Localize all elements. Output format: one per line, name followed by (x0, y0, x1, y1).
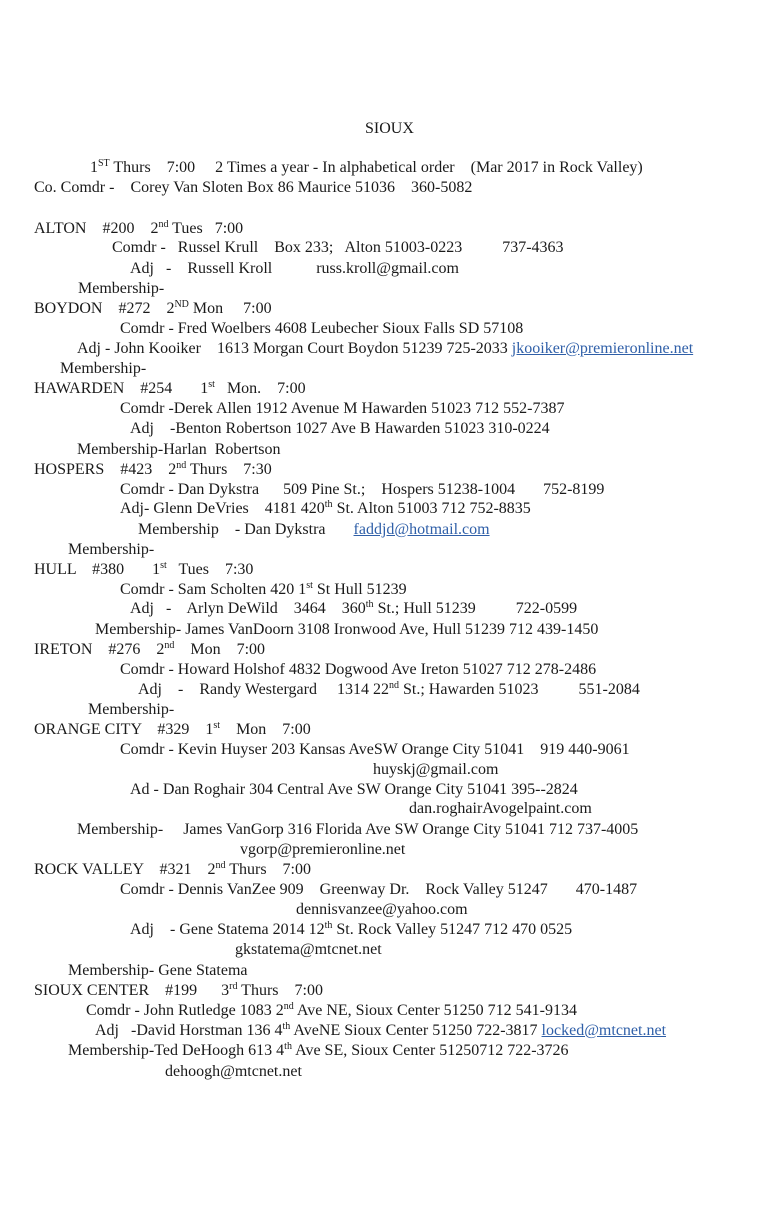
alton-membership: Membership- (78, 280, 165, 297)
page-title: SIOUX (365, 120, 414, 137)
hawarden-adjutant: Adj -Benton Robertson 1027 Ave B Hawarden 51023 310-0224 (130, 420, 550, 437)
alton-adjutant: Adj - Russell Kroll russ.kroll@gmail.com (130, 260, 459, 277)
hospers-adjutant: Adj- Glenn DeVries 4181 420th St. Alton 51003 712 752-8835 (120, 499, 531, 517)
sioux-center-membership-email: dehoogh@mtcnet.net (165, 1063, 302, 1080)
boydon-membership: Membership- (60, 360, 147, 377)
ireton-commander: Comdr - Howard Holshof 4832 Dogwood Ave Ireton 51027 712 278-2486 (120, 661, 597, 678)
orange-city-membership-email: vgorp@premieronline.net (240, 841, 406, 858)
boydon-adjutant: Adj - John Kooiker 1613 Morgan Court Boydon 51239 725-2033 jkooiker@premieronline.net (77, 340, 694, 357)
post-header-hawarden: HAWARDEN #254 1st Mon. 7:00 (34, 379, 306, 397)
rock-valley-adjutant-email: gkstatema@mtcnet.net (235, 941, 382, 958)
hospers-membership-contact: Membership - Dan Dykstra faddjd@hotmail.com (138, 521, 490, 538)
rock-valley-commander: Comdr - Dennis VanZee 909 Greenway Dr. Rock Valley 51247 470-1487 (120, 881, 638, 898)
ireton-membership: Membership- (88, 701, 175, 718)
rock-valley-commander-email: dennisvanzee@yahoo.com (296, 901, 468, 918)
rock-valley-adjutant: Adj - Gene Statema 2014 12th St. Rock Valley 51247 712 470 0525 (130, 920, 573, 938)
orange-city-adjutant: Ad - Dan Roghair 304 Central Ave SW Orange City 51041 395--2824 (130, 781, 578, 798)
hawarden-membership: Membership-Harlan Robertson (77, 441, 281, 458)
sioux-center-commander: Comdr - John Rutledge 1083 2nd Ave NE, Sioux Center 51250 712 541-9134 (86, 1001, 577, 1019)
hull-adjutant: Adj - Arlyn DeWild 3464 360th St.; Hull 51239 722-0599 (130, 599, 578, 617)
hull-commander: Comdr - Sam Scholten 420 1st St Hull 51239 (120, 580, 407, 598)
post-header-ireton: IRETON #276 2nd Mon 7:00 (34, 640, 266, 658)
county-commander: Co. Comdr - Corey Van Sloten Box 86 Maurice 51036 360-5082 (34, 179, 473, 196)
hospers-membership: Membership- (68, 541, 155, 558)
alton-commander: Comdr - Russel Krull Box 233; Alton 51003-0223 737-4363 (112, 239, 564, 256)
orange-city-commander: Comdr - Kevin Huyser 203 Kansas AveSW Orange City 51041 919 440-9061 (120, 741, 630, 758)
ireton-adjutant: Adj - Randy Westergard 1314 22nd St.; Hawarden 51023 551-2084 (138, 680, 640, 698)
hospers-membership-email-link[interactable]: faddjd@hotmail.com (353, 521, 490, 538)
hull-membership: Membership- James VanDoorn 3108 Ironwood Ave, Hull 51239 712 439-1450 (95, 621, 599, 638)
hawarden-commander: Comdr -Derek Allen 1912 Avenue M Hawarden 51023 712 552-7387 (120, 400, 565, 417)
post-header-alton: ALTON #200 2nd Tues 7:00 (34, 219, 244, 237)
post-header-orange-city: ORANGE CITY #329 1st Mon 7:00 (34, 720, 311, 738)
boydon-commander: Comdr - Fred Woelbers 4608 Leubecher Sioux Falls SD 57108 (120, 320, 524, 337)
post-header-boydon: BOYDON #272 2ND Mon 7:00 (34, 299, 272, 317)
orange-city-adjutant-email: dan.roghairAvogelpaint.com (409, 800, 592, 817)
meeting-info: 1ST Thurs 7:00 2 Times a year - In alphabetical order (Mar 2017 in Rock Valley) (90, 158, 643, 176)
boydon-adjutant-email-link[interactable]: jkooiker@premieronline.net (511, 340, 694, 357)
post-header-rock-valley: ROCK VALLEY #321 2nd Thurs 7:00 (34, 860, 311, 878)
hospers-commander: Comdr - Dan Dykstra 509 Pine St.; Hospers 51238-1004 752-8199 (120, 481, 605, 498)
post-header-hull: HULL #380 1st Tues 7:30 (34, 560, 254, 578)
sioux-center-adjutant-email-link[interactable]: locked@mtcnet.net (541, 1022, 667, 1039)
post-header-sioux-center: SIOUX CENTER #199 3rd Thurs 7:00 (34, 981, 323, 999)
sioux-center-adjutant: Adj -David Horstman 136 4th AveNE Sioux Center 51250 722-3817 locked@mtcnet.net (95, 1021, 667, 1039)
orange-city-commander-email: huyskj@gmail.com (373, 761, 499, 778)
orange-city-membership: Membership- James VanGorp 316 Florida Ave SW Orange City 51041 712 737-4005 (77, 821, 639, 838)
post-header-hospers: HOSPERS #423 2nd Thurs 7:30 (34, 460, 272, 478)
rock-valley-membership: Membership- Gene Statema (68, 962, 248, 979)
sioux-center-membership: Membership-Ted DeHoogh 613 4th Ave SE, Sioux Center 51250712 722-3726 (68, 1041, 569, 1059)
